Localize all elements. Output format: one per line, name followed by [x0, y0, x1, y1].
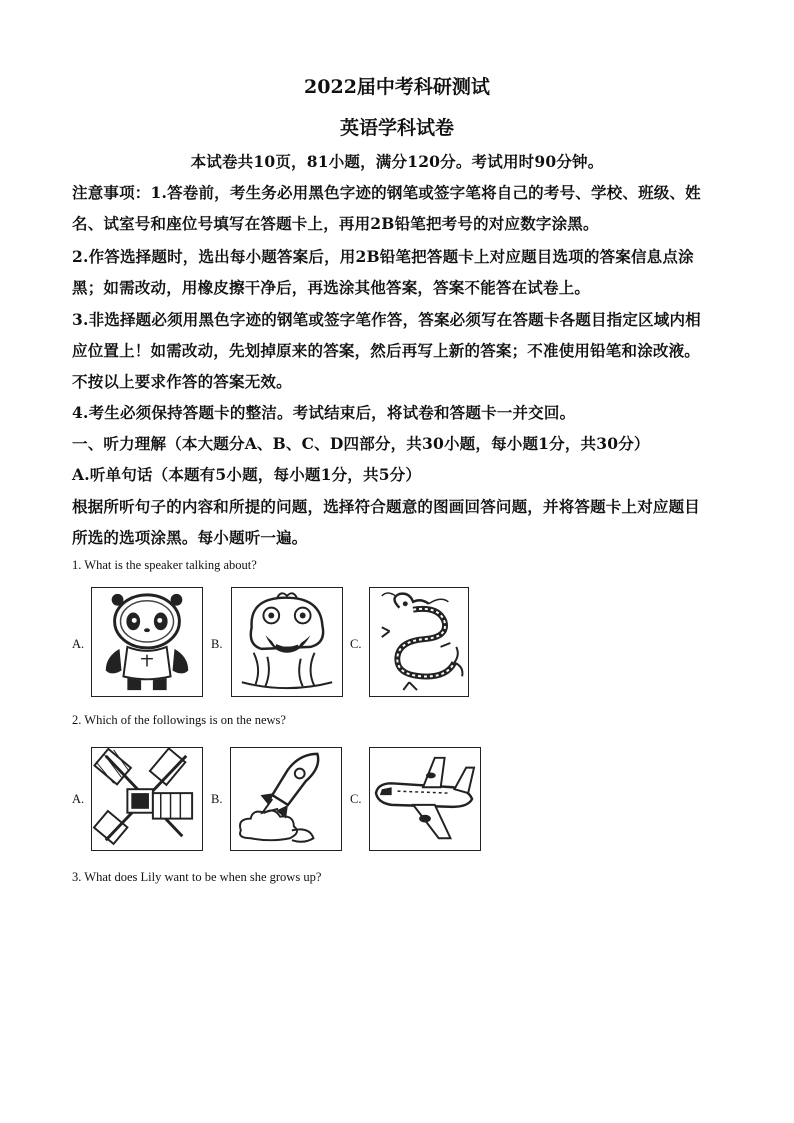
dragon-icon — [369, 587, 469, 697]
q2-option-a-label: A. — [72, 792, 85, 806]
exam-info: 本试卷共10页，81小题，满分120分。考试用时90分钟。 — [190, 152, 604, 171]
question-1-text: 1. What is the speaker talking about? — [72, 558, 257, 572]
section-heading: 一、听力理解（本大题分A、B、C、D四部分，共30小题，每小题1分，共30分） — [72, 434, 650, 453]
instructions-line-1: 根据所听句子的内容和所提的问题，选择符合题意的图画回答问题，并将答题卡上对应题目 — [72, 497, 701, 516]
notes-line-3: 2.作答选择题时，选出每小题答案后，用2B铅笔把答题卡上对应题目选项的答案信息点涂 — [72, 247, 694, 266]
q1-option-a-label: A. — [72, 637, 85, 651]
q2-option-c-label: C. — [350, 792, 362, 806]
airplane-icon — [369, 747, 481, 851]
panda-mascot-icon — [91, 587, 203, 697]
notes-line-7: 不按以上要求作答的答案无效。 — [72, 372, 292, 391]
notes-line-4: 黑；如需改动，用橡皮擦干净后，再选涂其他答案，答案不能答在试卷上。 — [72, 278, 591, 297]
page-subtitle: 英语学科试卷 — [339, 117, 454, 139]
notes-line-1: 注意事项：1.答卷前，考生务必用黑色字迹的钢笔或签字笔将自己的考号、学校、班级、姓 — [72, 183, 701, 202]
q1-option-c-label: C. — [350, 637, 362, 651]
notes-line-6: 应位置上！如需改动，先划掉原来的答案，然后再写上新的答案；不准使用铅笔和涂改液。 — [72, 341, 701, 360]
question-2-text: 2. Which of the followings is on the news? — [72, 713, 286, 727]
q2-option-b-label: B. — [211, 792, 223, 806]
lion-dance-icon — [231, 587, 343, 697]
page-title: 2022届中考科研测试 — [304, 76, 490, 98]
q1-option-b-label: B. — [211, 637, 223, 651]
notes-line-8: 4.考生必须保持答题卡的整洁。考试结束后，将试卷和答题卡一并交回。 — [72, 403, 576, 422]
part-a-heading: A.听单句话（本题有5小题，每小题1分，共5分） — [72, 465, 422, 484]
notes-line-5: 3.非选择题必须用黑色字迹的钢笔或签字笔作答，答案必须写在答题卡各题目指定区域内相 — [72, 310, 701, 329]
notes-line-2: 名、试室号和座位号填写在答题卡上，再用2B铅笔把考号的对应数字涂黑。 — [72, 214, 599, 233]
space-station-icon — [91, 747, 203, 851]
question-3-text: 3. What does Lily want to be when she grows up? — [72, 870, 322, 884]
instructions-line-2: 所选的选项涂黑。每小题听一遍。 — [72, 528, 308, 547]
rocket-icon — [230, 747, 342, 851]
